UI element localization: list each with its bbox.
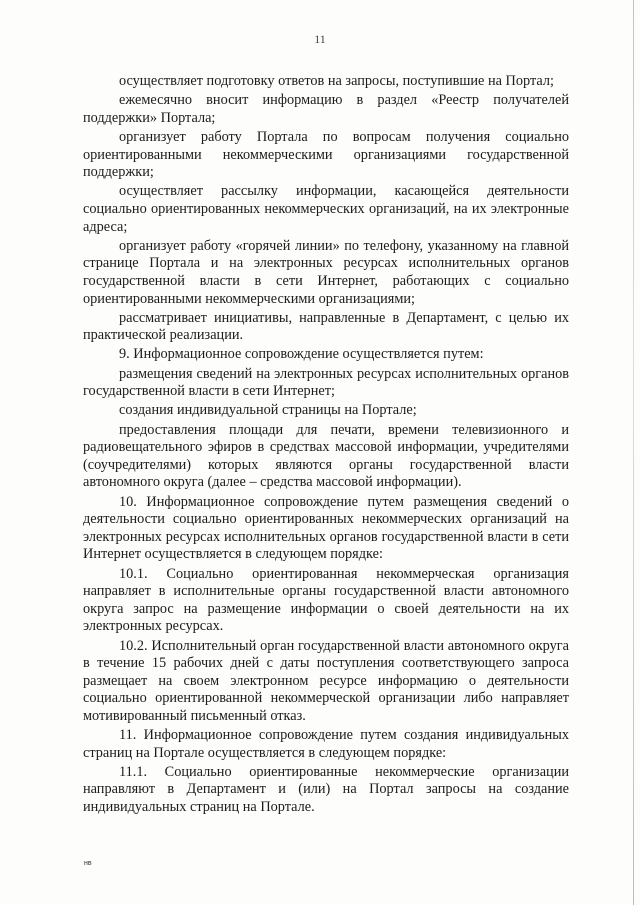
page-number: 11 <box>314 32 326 46</box>
paragraph-2: ежемесячно вносит информацию в раздел «Реестр получателей поддержки» Портала; <box>83 92 569 126</box>
paragraph-3: организует работу Портала по вопросам получения социально ориентированными некоммерческими организациями государственной поддержки; <box>83 128 569 181</box>
paragraph-8: размещения сведений на электронных ресурсах исполнительных органов государственной власти в сети Интернет; <box>83 365 569 400</box>
footer-code: нв <box>84 860 92 867</box>
paragraph-5: организует работу «горячей линии» по телефону, указанному на главной странице Портала и на электронных ресурсах исполнительных органов государственной власти в сети Интернет, работающих с социально ориентированными некоммерческими организациями; <box>83 237 569 307</box>
paragraph-12: 10.1. Социально ориентированная некоммерческая организация направляет в исполнительные органы государственной власти автономного округа запрос на размещение информации о своей деятельности на их электронных ресурсах. <box>83 565 569 635</box>
paragraph-10: предоставления площади для печати, времени телевизионного и радиовещательного эфиров в средствах массовой информации, учредителями (соучредителями) которых являются органы государственной власти автономного округа (далее – средства массовой информации). <box>83 421 569 491</box>
paragraph-4: осуществляет рассылку информации, касающейся деятельности социально ориентированных некоммерческих организаций, на их электронные адреса; <box>83 183 569 235</box>
paragraph-6: рассматривает инициативы, направленные в Департамент, с целью их практической реализации. <box>83 309 569 344</box>
paragraph-14: 11. Информационное сопровождение путем создания индивидуальных страниц на Портале осуществляется в следующем порядке: <box>83 727 569 761</box>
paragraph-13: 10.2. Исполнительный орган государственной власти автономного округа в течение 15 рабочих дней с даты поступления соответствующего запроса размещает на своем электронном ресурсе информацию о деятельности социально ориентированной некоммерческой организации либо направляет мотивированный письменный отказ. <box>83 637 569 724</box>
paragraph-1: осуществляет подготовку ответов на запросы, поступившие на Портал; <box>119 73 554 89</box>
paragraph-15: 11.1. Социально ориентированные некоммерческие организации направляют в Департамент и (или) на Портал запросы на создание индивидуальных страниц на Портале. <box>83 763 569 816</box>
document-body <box>83 73 569 818</box>
page-edge <box>633 0 634 905</box>
paragraph-11: 10. Информационное сопровождение путем размещения сведений о деятельности социально ориентированных некоммерческих организаций на электронных ресурсах исполнительных органов государственной власти в сети Интернет осуществляется в следующем порядке: <box>83 493 569 563</box>
paragraph-7: 9. Информационное сопровождение осуществляется путем: <box>119 346 484 363</box>
paragraph-9: создания индивидуальной страницы на Портале; <box>119 402 417 419</box>
